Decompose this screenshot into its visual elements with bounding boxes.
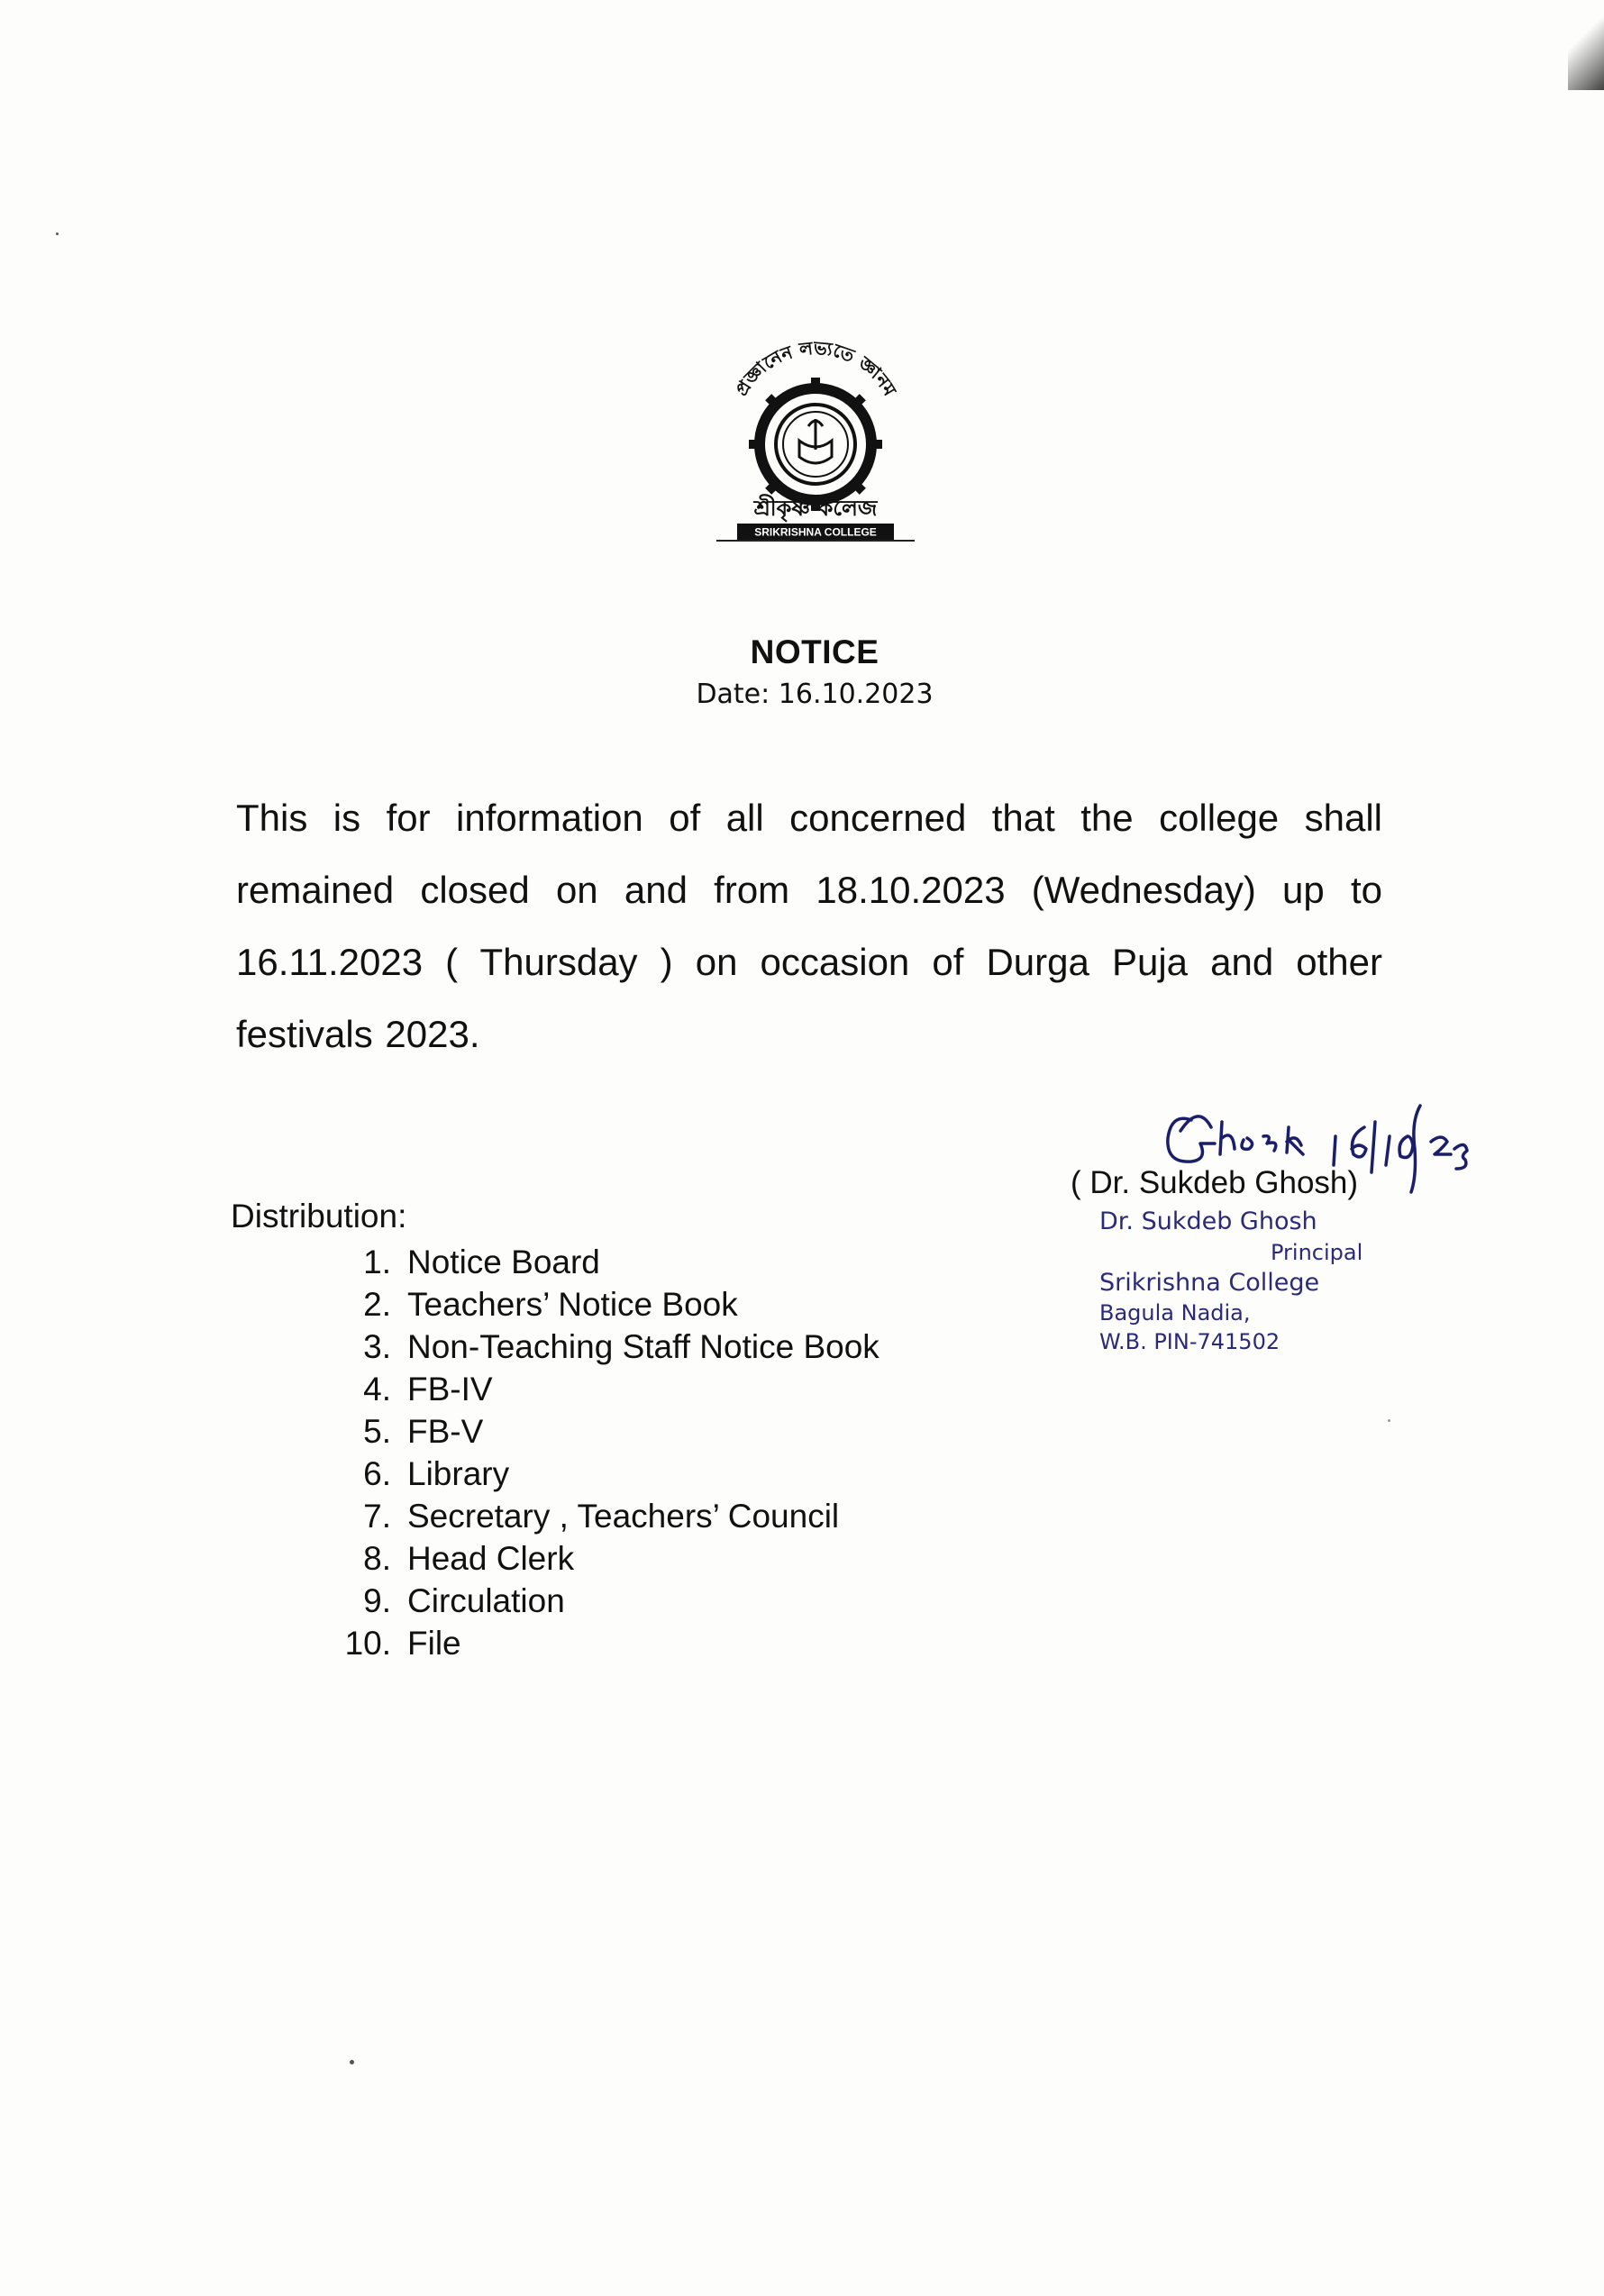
- stamp-name: Dr. Sukdeb Ghosh: [1099, 1207, 1317, 1235]
- notice-date: Date: 16.10.2023: [696, 679, 934, 710]
- college-logo: [712, 315, 919, 545]
- distribution-item: 9. Circulation: [363, 1582, 565, 1619]
- distribution-item-label: Non-Teaching Staff Notice Book: [407, 1328, 879, 1365]
- paper-speck: [350, 2060, 354, 2064]
- distribution-item: 10. File: [344, 1625, 461, 1662]
- notice-body: This is for information of all concerned that the college shall remained closed on and from 18.10.2023 (Wednesday) up to 16.11.2023 ( Thursday ) on occasion of Durga Puja and other festivals 2023.: [236, 797, 1382, 1055]
- principal-stamp: [1099, 1207, 1362, 1356]
- distribution-item: 4. FB-IV: [363, 1371, 493, 1408]
- distribution-item-label: Teachers’ Notice Book: [407, 1286, 738, 1323]
- stamp-address-line2: W.B. PIN-741502: [1099, 1329, 1280, 1354]
- stamp-title: Principal: [1271, 1240, 1363, 1265]
- distribution-item-label: Circulation: [407, 1582, 565, 1619]
- distribution-item-label: Notice Board: [407, 1244, 600, 1280]
- distribution-item-label: FB-IV: [407, 1371, 493, 1408]
- distribution-item-label: FB-V: [407, 1413, 484, 1450]
- stamp-address-line1: Bagula Nadia,: [1099, 1300, 1251, 1326]
- distribution-item-label: Head Clerk: [407, 1540, 575, 1577]
- paper-speck: [1388, 1419, 1390, 1422]
- distribution-item: 5. FB-V: [363, 1413, 484, 1450]
- distribution-item-label: File: [407, 1625, 461, 1662]
- stamp-college: Srikrishna College: [1099, 1269, 1320, 1297]
- distribution-item-label: Secretary , Teachers’ Council: [407, 1498, 840, 1535]
- distribution-item: 1. Notice Board: [363, 1244, 600, 1280]
- distribution-item: 3. Non-Teaching Staff Notice Book: [363, 1328, 879, 1365]
- distribution-item: 7. Secretary , Teachers’ Council: [363, 1498, 840, 1535]
- distribution-heading: Distribution:: [231, 1198, 407, 1235]
- signatory-name: ( Dr. Sukdeb Ghosh): [1071, 1165, 1359, 1200]
- paper-speck: [56, 232, 59, 235]
- distribution-item: 8. Head Clerk: [363, 1540, 575, 1577]
- logo-underline: [716, 540, 915, 542]
- logo-bengali-name: শ্রীকৃষ্ণ কলেজ: [753, 496, 878, 521]
- distribution-item: 2. Teachers’ Notice Book: [363, 1286, 738, 1323]
- distribution-item: 6. Library: [363, 1455, 510, 1492]
- logo-english-name: SRIKRISHNA COLLEGE: [754, 525, 877, 539]
- logo-motto-arc: প্রজ্ঞানেন লভ্যতে জ্ঞানম: [730, 336, 901, 400]
- distribution-list: [342, 1241, 879, 1664]
- page-corner-shadow: [1568, 0, 1604, 90]
- notice-title: NOTICE: [750, 633, 879, 670]
- distribution-item-label: Library: [407, 1455, 510, 1492]
